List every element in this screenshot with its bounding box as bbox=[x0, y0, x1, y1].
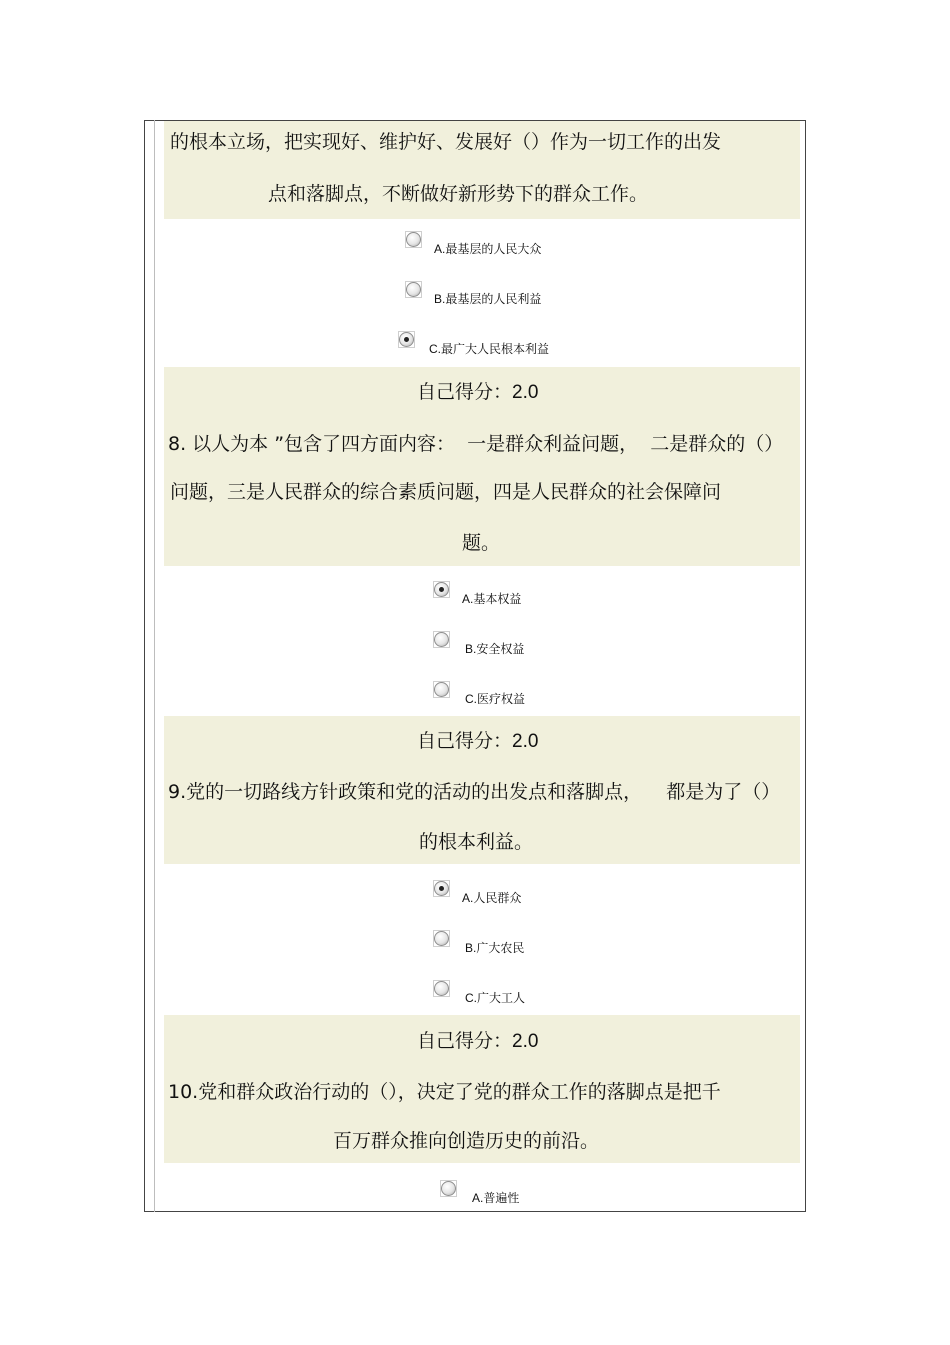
option-label: A.人民群众 bbox=[462, 891, 522, 905]
radio-checked-icon[interactable] bbox=[434, 881, 449, 896]
score-label: 自己得分： bbox=[417, 1030, 513, 1052]
score-label: 自己得分： bbox=[417, 381, 513, 403]
option-label: A.最基层的人民大众 bbox=[434, 242, 542, 256]
score-value: 2.0 bbox=[512, 731, 539, 752]
option-label: B.安全权益 bbox=[465, 642, 525, 656]
radio-unchecked-icon[interactable] bbox=[406, 232, 421, 247]
radio-unchecked-icon[interactable] bbox=[434, 682, 449, 697]
question-9-line-1: 9.党的一切路线方针政策和党的活动的出发点和落脚点， 都是为了（） bbox=[168, 781, 781, 803]
option-label: B.最基层的人民利益 bbox=[434, 292, 542, 306]
option-label: C.最广大人民根本利益 bbox=[429, 342, 550, 356]
radio-unchecked-icon[interactable] bbox=[434, 931, 449, 946]
radio-checked-icon[interactable] bbox=[434, 582, 449, 597]
score-q7 bbox=[417, 381, 538, 404]
radio-checked-icon[interactable] bbox=[399, 332, 414, 347]
radio-unchecked-icon[interactable] bbox=[406, 282, 421, 297]
radio-unchecked-icon[interactable] bbox=[441, 1181, 456, 1196]
option-label: C.广大工人 bbox=[465, 991, 526, 1005]
score-q8 bbox=[417, 730, 538, 753]
question-8-line-3: 题。 bbox=[462, 532, 501, 554]
score-value: 2.0 bbox=[512, 1031, 539, 1052]
radio-unchecked-icon[interactable] bbox=[434, 981, 449, 996]
option-label: A.基本权益 bbox=[462, 592, 522, 606]
option-label: C.医疗权益 bbox=[465, 692, 526, 706]
option-label: B.广大农民 bbox=[465, 941, 525, 955]
question-10-line-2: 百万群众推向创造历史的前沿。 bbox=[333, 1130, 600, 1152]
option-label: A.普遍性 bbox=[472, 1191, 520, 1205]
score-label: 自己得分： bbox=[417, 730, 513, 752]
question-8-line-1: 8. 以人为本 ”包含了四方面内容： 一是群众利益问题， 二是群众的（） bbox=[168, 433, 784, 455]
question-10-line-1: 10.党和群众政治行动的（），决定了党的群众工作的落脚点是把千 bbox=[168, 1081, 721, 1103]
question-7-line-2: 点和落脚点，不断做好新形势下的群众工作。 bbox=[268, 183, 649, 205]
table-inner-border bbox=[154, 120, 155, 1212]
score-value: 2.0 bbox=[512, 382, 539, 403]
score-q9 bbox=[417, 1030, 538, 1053]
question-7-line-1: 的根本立场，把实现好、维护好、发展好（）作为一切工作的出发 bbox=[170, 131, 722, 153]
question-9-line-2: 的根本利益。 bbox=[419, 831, 534, 853]
question-8-line-2: 问题，三是人民群众的综合素质问题，四是人民群众的社会保障问 bbox=[170, 481, 722, 503]
radio-unchecked-icon[interactable] bbox=[434, 632, 449, 647]
